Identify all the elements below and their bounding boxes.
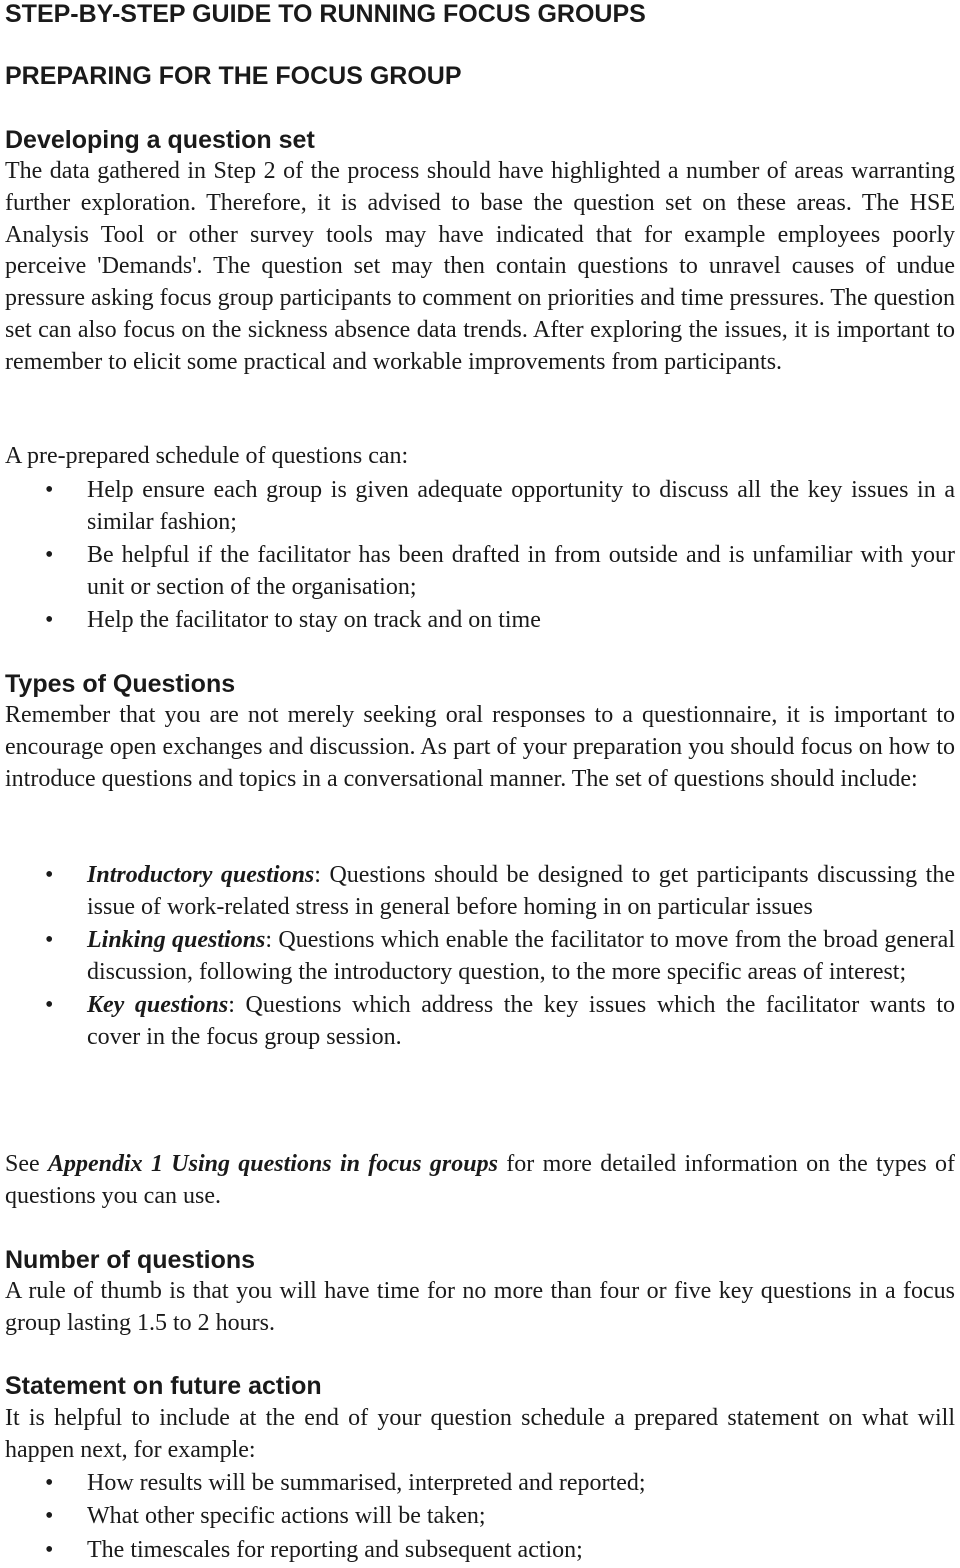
heading-number-of-questions: Number of questions xyxy=(5,1246,256,1274)
bullet-icon: • xyxy=(45,607,54,634)
paragraph-developing-question-set: The data gathered in Step 2 of the process should have highlighted a number of areas warranting further exploration. Therefore, it is advised to base the question set on these areas. The HSE Analysis Tool or other survey tools may have indicated that for example employees poorly perceive 'Demands'. The question set may then contain questions to unravel causes of undue pressure asking focus group participants to comment on priorities and time pressures. The question set can also focus on the sickness absence data trends. After exploring the issues, it is important to remember to elicit some practical and workable improvements from participants. xyxy=(5,158,956,375)
bullet-icon: • xyxy=(45,1470,54,1496)
list-question-types xyxy=(5,860,955,1055)
heading-statement-future-action: Statement on future action xyxy=(5,1372,322,1400)
paragraph-schedule-intro: A pre-prepared schedule of questions can: xyxy=(5,443,409,469)
bullet-icon: • xyxy=(45,862,54,888)
paragraph-types-of-questions: Remember that you are not merely seeking oral responses to a questionnaire, it is important to encourage open exchanges and discussion. As part of your preparation you should focus on how to introduce questions and topics in a conversational manner. The set of questions should include: xyxy=(5,702,955,792)
bullet-icon: • xyxy=(45,1503,54,1530)
term-linking-questions: Linking questions xyxy=(87,927,266,954)
list-item: • Help ensure each group is given adequate opportunity to discuss all the key issues in a similar fashion; xyxy=(45,477,955,535)
bullet-icon: • xyxy=(45,927,54,954)
bullet-icon: • xyxy=(45,477,54,503)
list-item: • Introductory questions: Questions should be designed to get participants discussing the issue of work-related stress in general before homing in on particular issues xyxy=(45,862,956,920)
paragraph-appendix-reference: See Appendix 1 Using questions in focus groups for more detailed information on the types of questions you can use. xyxy=(5,1151,955,1209)
list-item: • What other specific actions will be taken; xyxy=(5,1501,955,1533)
heading-types-of-questions: Types of Questions xyxy=(5,670,236,698)
section-heading: PREPARING FOR THE FOCUS GROUP xyxy=(5,62,462,90)
bullet-icon: • xyxy=(45,1536,54,1563)
document-title: STEP-BY-STEP GUIDE TO RUNNING FOCUS GROUPS xyxy=(5,0,646,28)
term-key-questions: Key questions xyxy=(87,992,229,1019)
paragraph-statement-future-action: It is helpful to include at the end of your question schedule a prepared statement on what will happen next, for example: xyxy=(5,1405,955,1463)
list-item: • Be helpful if the facilitator has been drafted in from outside and is unfamiliar with your unit or section of the organisation; xyxy=(45,542,955,600)
list-schedule-benefits xyxy=(5,475,955,638)
paragraph-number-of-questions: A rule of thumb is that you will have time for no more than four or five key questions in a focus group lasting 1.5 to 2 hours. xyxy=(5,1278,955,1336)
bullet-icon: • xyxy=(45,542,54,569)
bullet-icon: • xyxy=(45,992,54,1019)
heading-developing-question-set: Developing a question set xyxy=(5,126,315,154)
list-future-actions xyxy=(5,1468,955,1568)
appendix-reference: Appendix 1 Using questions in focus groups xyxy=(47,1151,498,1177)
list-item: • Key questions: Questions which address the key issues which the facilitator wants to cover in the focus group session. xyxy=(45,992,955,1050)
list-item: • Linking questions: Questions which enable the facilitator to move from the broad general discussion, following the introductory question, to the more specific areas of interest; xyxy=(45,927,955,985)
list-item: • The timescales for reporting and subsequent action; xyxy=(5,1535,955,1567)
list-item: • How results will be summarised, interpreted and reported; xyxy=(5,1468,955,1500)
term-introductory-questions: Introductory questions xyxy=(87,862,315,888)
list-item: • Help the facilitator to stay on track and on time xyxy=(5,605,955,637)
